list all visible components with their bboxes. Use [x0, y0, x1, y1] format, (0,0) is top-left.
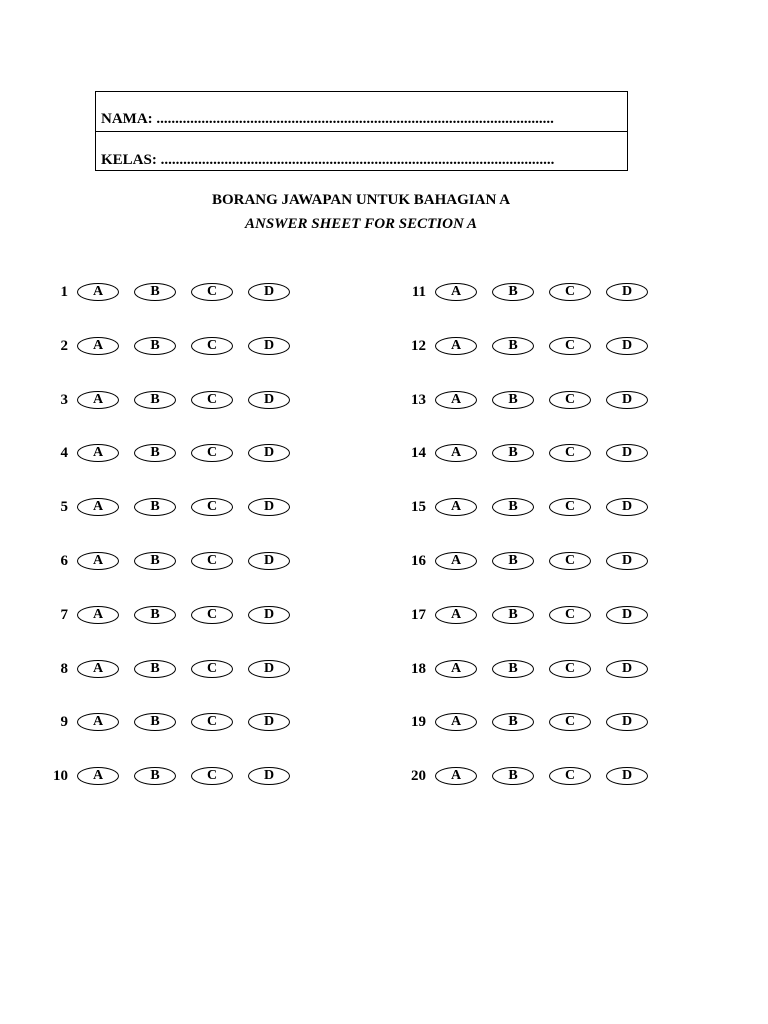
answer-bubble-a[interactable]: A — [77, 552, 119, 570]
answer-bubble-b[interactable]: B — [492, 444, 534, 462]
answer-bubble-b[interactable]: B — [134, 391, 176, 409]
answer-bubble-d[interactable]: D — [606, 713, 648, 731]
question-row — [38, 550, 305, 572]
answer-bubble-a[interactable]: A — [77, 767, 119, 785]
answer-bubble-a[interactable]: A — [77, 337, 119, 355]
question-row — [396, 765, 663, 787]
question-number: 13 — [411, 391, 426, 408]
answer-bubble-b[interactable]: B — [492, 337, 534, 355]
answer-bubble-a[interactable]: A — [77, 391, 119, 409]
question-row — [38, 658, 305, 680]
answer-bubble-d[interactable]: D — [248, 337, 290, 355]
answer-bubble-c[interactable]: C — [549, 606, 591, 624]
question-number: 14 — [411, 444, 426, 461]
question-row — [38, 496, 305, 518]
answer-bubble-a[interactable]: A — [435, 606, 477, 624]
answer-bubble-b[interactable]: B — [134, 337, 176, 355]
answer-bubble-c[interactable]: C — [549, 660, 591, 678]
question-row — [38, 765, 305, 787]
question-row — [38, 442, 305, 464]
answer-bubble-d[interactable]: D — [606, 660, 648, 678]
answer-bubble-b[interactable]: B — [134, 283, 176, 301]
answer-bubble-d[interactable]: D — [606, 337, 648, 355]
question-row — [396, 658, 663, 680]
answer-bubble-b[interactable]: B — [492, 391, 534, 409]
answer-bubble-a[interactable]: A — [77, 606, 119, 624]
question-number: 5 — [60, 498, 68, 515]
answer-bubble-a[interactable]: A — [435, 444, 477, 462]
question-number: 19 — [411, 713, 426, 730]
question-row — [38, 604, 305, 626]
answer-bubble-a[interactable]: A — [77, 498, 119, 516]
question-row — [38, 389, 305, 411]
name-field[interactable] — [96, 92, 627, 132]
answer-bubble-d[interactable]: D — [248, 767, 290, 785]
question-number: 7 — [60, 606, 68, 623]
answer-bubble-b[interactable]: B — [492, 660, 534, 678]
question-number: 1 — [60, 283, 68, 300]
answer-bubble-a[interactable]: A — [435, 391, 477, 409]
answer-bubble-d[interactable]: D — [248, 444, 290, 462]
question-number: 8 — [60, 660, 68, 677]
question-row — [396, 496, 663, 518]
question-row — [38, 335, 305, 357]
answer-bubble-b[interactable]: B — [134, 606, 176, 624]
answer-bubble-c[interactable]: C — [549, 552, 591, 570]
answer-bubble-b[interactable]: B — [134, 552, 176, 570]
answer-bubble-b[interactable]: B — [134, 713, 176, 731]
answer-bubble-d[interactable]: D — [248, 660, 290, 678]
answer-bubble-a[interactable]: A — [435, 337, 477, 355]
answer-bubble-b[interactable]: B — [492, 606, 534, 624]
question-number: 6 — [60, 552, 68, 569]
question-row — [396, 442, 663, 464]
question-number: 15 — [411, 498, 426, 515]
question-number: 12 — [411, 337, 426, 354]
question-number: 9 — [60, 713, 68, 730]
answer-bubble-d[interactable]: D — [606, 444, 648, 462]
answer-bubble-d[interactable]: D — [248, 606, 290, 624]
answer-bubble-c[interactable]: C — [549, 498, 591, 516]
question-number: 16 — [411, 552, 426, 569]
question-row — [396, 711, 663, 733]
answer-bubble-c[interactable]: C — [549, 283, 591, 301]
question-number: 4 — [60, 444, 68, 461]
answer-bubble-d[interactable]: D — [606, 606, 648, 624]
answer-bubble-c[interactable]: C — [191, 713, 233, 731]
answer-bubble-c[interactable]: C — [191, 498, 233, 516]
answer-bubble-c[interactable]: C — [549, 767, 591, 785]
name-field-label: NAMA: .......................................................................................................... — [101, 111, 554, 127]
answer-bubble-d[interactable]: D — [248, 283, 290, 301]
answer-bubble-c[interactable]: C — [549, 713, 591, 731]
question-number: 2 — [60, 337, 68, 354]
answer-bubble-b[interactable]: B — [492, 498, 534, 516]
question-row — [396, 281, 663, 303]
class-field-label: KELAS: ......................................................................................................... — [101, 152, 555, 168]
answer-bubble-b[interactable]: B — [492, 767, 534, 785]
answer-bubble-c[interactable]: C — [191, 283, 233, 301]
answer-bubble-b[interactable]: B — [134, 660, 176, 678]
question-row — [396, 389, 663, 411]
answer-bubble-a[interactable]: A — [435, 552, 477, 570]
answer-bubble-a[interactable]: A — [435, 498, 477, 516]
question-number: 3 — [60, 391, 68, 408]
question-number: 10 — [53, 767, 68, 784]
title-english: ANSWER SHEET FOR SECTION A — [244, 216, 478, 232]
answer-bubble-d[interactable]: D — [606, 498, 648, 516]
answer-bubble-a[interactable]: A — [435, 283, 477, 301]
answer-bubble-d[interactable]: D — [248, 713, 290, 731]
question-row — [38, 711, 305, 733]
answer-bubble-b[interactable]: B — [492, 552, 534, 570]
answer-bubble-a[interactable]: A — [77, 283, 119, 301]
answer-bubble-a[interactable]: A — [435, 713, 477, 731]
answer-bubble-c[interactable]: C — [549, 391, 591, 409]
answer-bubble-c[interactable]: C — [549, 337, 591, 355]
question-number: 11 — [411, 283, 426, 300]
question-row — [38, 281, 305, 303]
answer-bubble-a[interactable]: A — [77, 713, 119, 731]
answer-bubble-b[interactable]: B — [492, 713, 534, 731]
answer-bubble-c[interactable]: C — [191, 444, 233, 462]
answer-bubble-d[interactable]: D — [248, 391, 290, 409]
title-malay: BORANG JAWAPAN UNTUK BAHAGIAN A — [211, 192, 511, 208]
answer-bubble-c[interactable]: C — [191, 767, 233, 785]
class-field[interactable] — [96, 132, 627, 172]
answer-bubble-d[interactable]: D — [248, 498, 290, 516]
answer-bubble-a[interactable]: A — [435, 767, 477, 785]
answer-bubble-d[interactable]: D — [606, 767, 648, 785]
answer-bubble-c[interactable]: C — [191, 606, 233, 624]
answer-bubble-c[interactable]: C — [549, 444, 591, 462]
answer-bubble-b[interactable]: B — [134, 767, 176, 785]
question-number: 17 — [411, 606, 426, 623]
question-row — [396, 335, 663, 357]
answer-bubble-a[interactable]: A — [77, 444, 119, 462]
answer-bubble-d[interactable]: D — [606, 552, 648, 570]
answer-bubble-d[interactable]: D — [248, 552, 290, 570]
answer-bubble-b[interactable]: B — [492, 283, 534, 301]
answer-bubble-c[interactable]: C — [191, 660, 233, 678]
answer-bubble-d[interactable]: D — [606, 283, 648, 301]
question-row — [396, 604, 663, 626]
answer-bubble-b[interactable]: B — [134, 498, 176, 516]
answer-bubble-c[interactable]: C — [191, 552, 233, 570]
question-number: 20 — [411, 767, 426, 784]
question-row — [396, 550, 663, 572]
answer-bubble-c[interactable]: C — [191, 337, 233, 355]
answer-bubble-c[interactable]: C — [191, 391, 233, 409]
answer-bubble-a[interactable]: A — [77, 660, 119, 678]
student-info-box — [95, 91, 628, 171]
question-number: 18 — [411, 660, 426, 677]
answer-bubble-a[interactable]: A — [435, 660, 477, 678]
answer-bubble-d[interactable]: D — [606, 391, 648, 409]
answer-bubble-b[interactable]: B — [134, 444, 176, 462]
